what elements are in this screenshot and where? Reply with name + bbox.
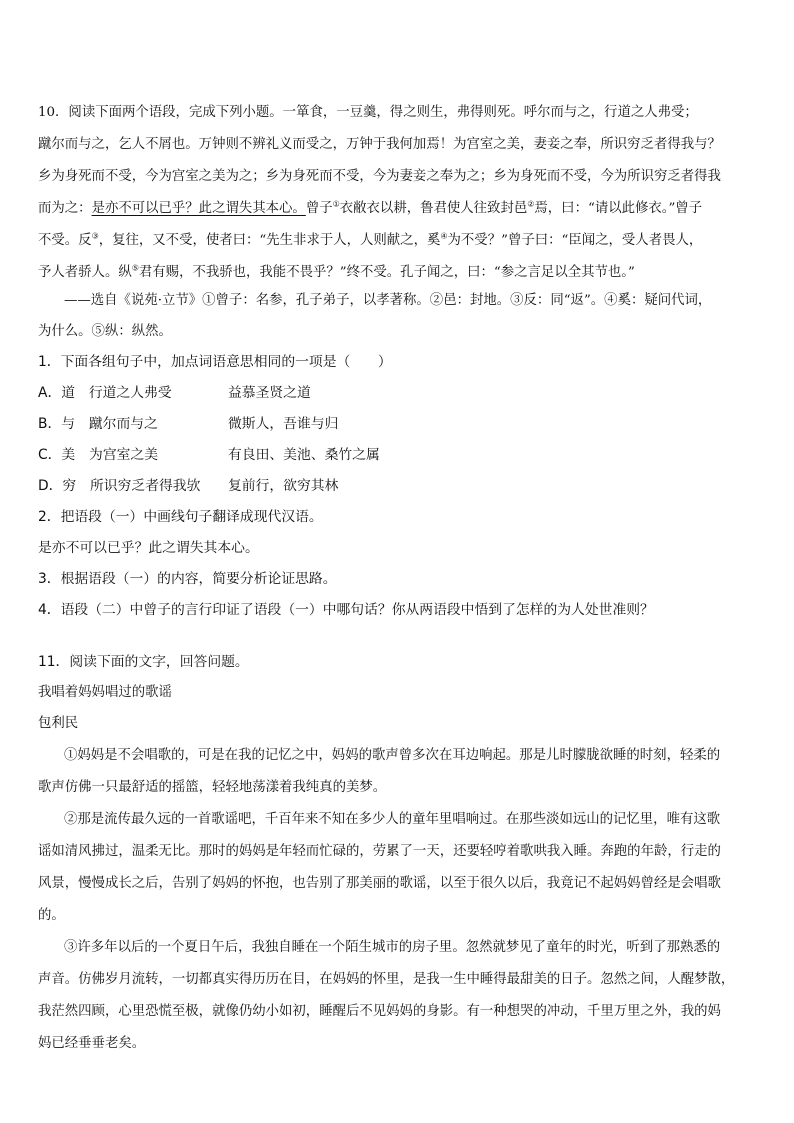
- q10-line-1: 10．阅读下面两个语段，完成下列小题。一箪食，一豆羹，得之则生，弗得则死。呼尔而与之，行道之人弗受；: [38, 105, 698, 120]
- subquestion-1: 1．下面各组句子中，加点词语意思相同的一项是（ ）: [38, 354, 392, 370]
- option-d-label: D．穷 所识穷乏者得我欤: [38, 478, 201, 494]
- option-b-pair: 微斯人，吾谁与归: [228, 416, 339, 432]
- q11-p3-line-3: 我茫然四顾，心里恐慌至极，就像仍幼小如初，睡醒后不见妈妈的身影。有一种想哭的冲动，千里万里之外，我的妈: [38, 1004, 721, 1019]
- q10-line-4: [38, 199, 702, 219]
- q10-line-4-prefix: 而为之：: [38, 201, 92, 216]
- q10-line-6-b: 君有赐，不我骄也，我能不畏乎？”终不受。孔子闻之，曰：“参之言足以全其节也。”: [138, 265, 635, 280]
- subquestion-2: 2．把语段（一）中画线句子翻译成现代汉语。: [38, 509, 323, 525]
- option-a-label: A．道 行道之人弗受: [38, 385, 172, 401]
- q11-p2-line-3: 风景，慢慢成长之后，告别了妈妈的怀抱，也告别了那美丽的歌谣，以至于很久以后，我竟记不起妈妈曾经是会唱歌: [38, 876, 721, 891]
- q10-line-6-a: 予人者骄人。纵: [38, 265, 132, 280]
- q11-author: 包利民: [38, 716, 79, 731]
- q11-p2-line-2: 谣如清风拂过，温柔无比。那时的妈妈是年轻而忙碌的，劳累了一天，还要轻哼着歌哄我入睡。奔跑的年龄，行走的: [38, 844, 721, 859]
- q10-line-5-a: 不受。反: [38, 233, 92, 248]
- option-a-pair: 益慕圣贤之道: [228, 385, 311, 401]
- subquestion-4: 4．语段（二）中曾子的言行印证了语段（一）中哪句话？你从两语段中悟到了怎样的为人处世准则？: [38, 602, 654, 618]
- q10-line-3: 乡为身死而不受，今为宫室之美为之；乡为身死而不受，今为妻妾之奉为之；乡为身死而不受，今为所识穷乏者得我: [38, 169, 721, 184]
- q10-line-5-c: 为不受？”曾子曰：“臣闻之，受人者畏人，: [447, 233, 703, 248]
- footnote-marker: ①: [332, 199, 340, 209]
- q11-p3-line-1: ③许多年以后的一个夏日午后，我独自睡在一个陌生城市的房子里。忽然就梦见了童年的时光，听到了那熟悉的: [64, 940, 721, 955]
- q10-line-5: [38, 231, 702, 251]
- q11-article-title: 我唱着妈妈唱过的歌谣: [38, 685, 172, 700]
- q10-source-notes-cont: 为什么。⑤纵：纵然。: [38, 324, 172, 339]
- q10-line-6: [38, 263, 635, 283]
- q11-p2-line-1: ②那是流传最久远的一首歌谣吧，千百年来不知在多少人的童年里唱响过。在那些淡如远山的记忆里，唯有这歌: [64, 812, 721, 827]
- q10-line-4-d: 焉，曰：“请以此修衣。”曾子: [534, 201, 703, 216]
- q10-line-4-b: 曾子: [305, 201, 333, 216]
- option-b-label: B．与 蹴尔而与之: [38, 416, 158, 432]
- q11-p3-line-2: 声音。仿佛岁月流转，一切都真实得历历在目，在妈妈的怀里，是我一生中睡得最甜美的日子。忽然之间，人醒梦散，: [38, 972, 735, 987]
- q10-underlined-sentence: 是亦不可以已乎？此之谓失其本心。: [91, 201, 306, 216]
- footnote-marker: ②: [527, 199, 535, 209]
- footnote-marker: ④: [440, 231, 448, 241]
- subquestion-3: 3．根据语段（一）的内容，简要分析论证思路。: [38, 571, 337, 587]
- q11-p3-line-4: 妈已经垂垂老矣。: [38, 1036, 146, 1051]
- option-c-pair: 有良田、美池、桑竹之属: [228, 447, 380, 463]
- q11-heading: 11．阅读下面的文字，回答问题。: [38, 654, 249, 670]
- footnote-marker: ⑤: [131, 263, 139, 273]
- subquestion-2-sentence: 是亦不可以已乎？此之谓失其本心。: [38, 540, 259, 556]
- q11-p1-line-1: ①妈妈是不会唱歌的，可是在我的记忆之中，妈妈的歌声曾多次在耳边响起。那是儿时朦胧欲睡的时刻，轻柔的: [64, 748, 721, 763]
- option-c-label: C．美 为宫室之美: [38, 447, 159, 463]
- footnote-marker: ③: [91, 231, 99, 241]
- q11-p1-line-2: 歌声仿佛一只最舒适的摇篮，轻轻地荡漾着我纯真的美梦。: [38, 780, 387, 795]
- option-d-pair: 复前行，欲穷其林: [228, 478, 339, 494]
- q10-source-notes: ——选自《说苑·立节》①曾子：名参，孔子弟子，以孝著称。②邑：封地。③反：同“返”。④奚：疑问代词，: [64, 293, 712, 308]
- q11-p2-line-4: 的。: [38, 908, 65, 923]
- q10-line-4-c: 衣敝衣以耕，鲁君使人往致封邑: [339, 201, 528, 216]
- q10-line-5-b: ，复往，又不受，使者曰：“先生非求于人，人则献之，奚: [98, 233, 441, 248]
- q10-line-2: 蹴尔而与之，乞人不屑也。万钟则不辨礼义而受之，万钟于我何加焉！为宫室之美，妻妾之奉，所识穷乏者得我与？: [38, 137, 721, 152]
